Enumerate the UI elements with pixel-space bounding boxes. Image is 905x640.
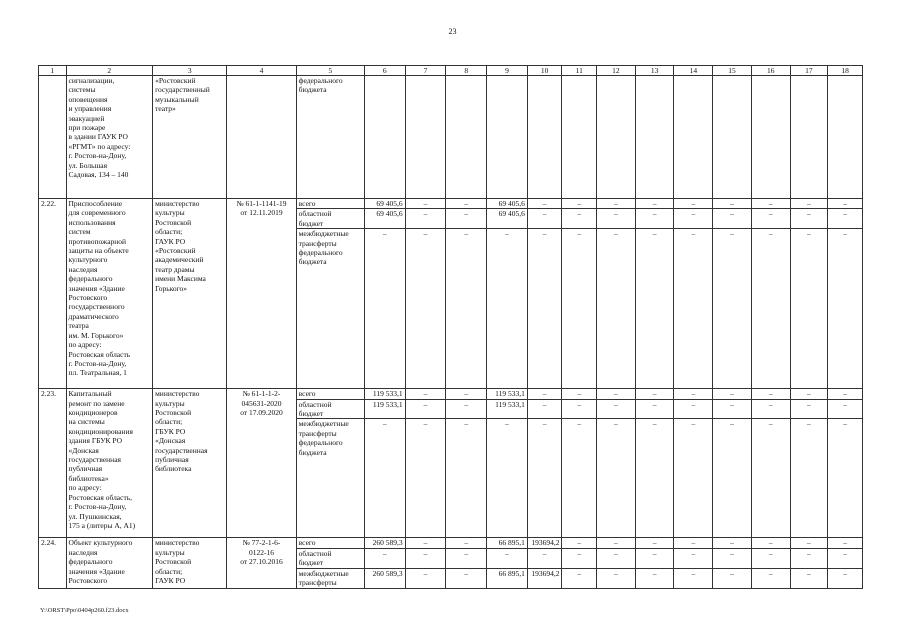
value-cell: –: [597, 568, 636, 588]
value-cell: –: [713, 389, 752, 399]
funding-source: областной бюджет: [296, 399, 364, 419]
value-cell: –: [405, 229, 446, 389]
funding-source: всего: [296, 199, 364, 209]
value-cell: –: [713, 199, 752, 209]
item-number: [39, 76, 67, 199]
value-cell: –: [364, 419, 405, 538]
value-cell: –: [405, 199, 446, 209]
value-cell: 260 589,3: [364, 538, 405, 548]
header-cell: 11: [562, 66, 597, 76]
value-cell: –: [635, 399, 674, 419]
value-cell: [527, 76, 562, 199]
value-cell: –: [751, 548, 790, 568]
value-cell: [751, 76, 790, 199]
item-number: 2.23.: [39, 389, 67, 538]
value-cell: –: [751, 568, 790, 588]
value-cell: –: [828, 568, 863, 588]
value-cell: –: [597, 229, 636, 389]
value-cell: –: [790, 568, 828, 588]
funding-source: межбюджетные трансферты: [296, 568, 364, 588]
value-cell: –: [635, 548, 674, 568]
value-cell: –: [562, 209, 597, 229]
value-cell: –: [562, 229, 597, 389]
value-cell: –: [446, 199, 487, 209]
header-cell: 2: [66, 66, 153, 76]
header-cell: 16: [751, 66, 790, 76]
item-document: № 61-1-1141-19 от 12.11.2019: [227, 199, 296, 389]
value-cell: –: [562, 419, 597, 538]
value-cell: 66 895,1: [487, 568, 528, 588]
value-cell: 69 405,6: [487, 209, 528, 229]
value-cell: 69 405,6: [364, 209, 405, 229]
value-cell: –: [828, 199, 863, 209]
value-cell: –: [674, 538, 713, 548]
header-row: [39, 66, 863, 76]
value-cell: –: [562, 199, 597, 209]
header-cell: 12: [597, 66, 636, 76]
value-cell: –: [713, 419, 752, 538]
value-cell: –: [446, 399, 487, 419]
value-cell: –: [446, 209, 487, 229]
value-cell: –: [364, 548, 405, 568]
page-number: 23: [448, 27, 457, 36]
value-cell: –: [635, 389, 674, 399]
value-cell: –: [635, 199, 674, 209]
header-cell: 9: [487, 66, 528, 76]
item-customer: «Ростовский государственный музыкальный театр»: [153, 76, 227, 199]
item-name: Капитальный ремонт по замене кондиционеров на системы кондиционирования здания ГБУК РО «Донская государственная публичная библиотека» по адресу: Ростовская область, г. Ростов-на-Дону, ул. Пушкинская, 175 а (литеры А, А1): [66, 389, 153, 538]
value-cell: –: [527, 229, 562, 389]
value-cell: –: [446, 419, 487, 538]
value-cell: –: [674, 399, 713, 419]
value-cell: –: [751, 538, 790, 548]
value-cell: –: [597, 199, 636, 209]
header-cell: 7: [405, 66, 446, 76]
value-cell: [790, 76, 828, 199]
value-cell: [405, 76, 446, 199]
program-table: [38, 65, 863, 589]
value-cell: –: [674, 568, 713, 588]
value-cell: –: [405, 399, 446, 419]
value-cell: –: [674, 209, 713, 229]
item-name: Объект культурного наследия федерального значения «Здание Ростовского: [66, 538, 153, 588]
header-cell: 13: [635, 66, 674, 76]
value-cell: –: [790, 199, 828, 209]
value-cell: –: [597, 419, 636, 538]
value-cell: –: [405, 538, 446, 548]
header-cell: 17: [790, 66, 828, 76]
value-cell: –: [635, 538, 674, 548]
value-cell: –: [597, 538, 636, 548]
value-cell: –: [790, 548, 828, 568]
value-cell: –: [828, 419, 863, 538]
table-row: [39, 76, 863, 199]
value-cell: –: [405, 389, 446, 399]
value-cell: 119 533,1: [487, 399, 528, 419]
value-cell: –: [713, 209, 752, 229]
value-cell: 193694,2: [527, 538, 562, 548]
value-cell: 193694,2: [527, 568, 562, 588]
value-cell: [828, 76, 863, 199]
value-cell: –: [674, 389, 713, 399]
item-number: 2.24.: [39, 538, 67, 588]
value-cell: –: [751, 399, 790, 419]
value-cell: –: [828, 399, 863, 419]
value-cell: –: [674, 548, 713, 568]
value-cell: [487, 76, 528, 199]
value-cell: –: [487, 229, 528, 389]
value-cell: –: [674, 199, 713, 209]
value-cell: –: [790, 389, 828, 399]
value-cell: –: [828, 389, 863, 399]
item-document: № 77-2-1-6- 0122-16 от 27.10.2016: [227, 538, 296, 588]
value-cell: –: [597, 548, 636, 568]
value-cell: 119 533,1: [487, 389, 528, 399]
value-cell: –: [597, 209, 636, 229]
value-cell: [562, 76, 597, 199]
value-cell: –: [562, 389, 597, 399]
value-cell: –: [828, 538, 863, 548]
value-cell: –: [562, 538, 597, 548]
value-cell: –: [446, 538, 487, 548]
item-customer: министерство культуры Ростовской области; ГАУК РО «Ростовский академический театр драмы имени Максима Горького»: [153, 199, 227, 389]
funding-source: областной бюджет: [296, 548, 364, 568]
item-document: № 61-1-1-2- 045631-2020 от 17.09.2020: [227, 389, 296, 538]
value-cell: –: [790, 538, 828, 548]
header-cell: 1: [39, 66, 67, 76]
funding-source: областной бюджет: [296, 209, 364, 229]
value-cell: 119 533,1: [364, 399, 405, 419]
value-cell: –: [527, 209, 562, 229]
item-document: [227, 76, 296, 199]
table-row: [39, 199, 863, 209]
value-cell: –: [446, 548, 487, 568]
value-cell: –: [713, 538, 752, 548]
value-cell: –: [405, 209, 446, 229]
value-cell: –: [713, 568, 752, 588]
value-cell: –: [405, 548, 446, 568]
value-cell: –: [527, 399, 562, 419]
value-cell: 69 405,6: [364, 199, 405, 209]
item-number: 2.22.: [39, 199, 67, 389]
value-cell: –: [751, 209, 790, 229]
funding-source: межбюджетные трансферты федерального бюджета: [296, 419, 364, 538]
header-cell: 18: [828, 66, 863, 76]
value-cell: –: [562, 548, 597, 568]
value-cell: –: [527, 548, 562, 568]
value-cell: 69 405,6: [487, 199, 528, 209]
value-cell: –: [487, 419, 528, 538]
value-cell: –: [562, 568, 597, 588]
table-row: [39, 538, 863, 548]
header-cell: 14: [674, 66, 713, 76]
value-cell: –: [527, 419, 562, 538]
item-name: сигнализации, системы оповещения и управления эвакуацией при пожаре в здании ГАУК РО «РГМТ» по адресу: г. Ростов-на-Дону, ул. Большая Садовая, 134 – 140: [66, 76, 153, 199]
value-cell: –: [446, 229, 487, 389]
value-cell: 119 533,1: [364, 389, 405, 399]
value-cell: –: [446, 568, 487, 588]
funding-source: всего: [296, 389, 364, 399]
funding-source: межбюджетные трансферты федерального бюджета: [296, 229, 364, 389]
value-cell: 260 589,3: [364, 568, 405, 588]
value-cell: –: [364, 229, 405, 389]
value-cell: 66 895,1: [487, 538, 528, 548]
file-path-footer: Y:\ORST\Ppo\0404p260.f23.docx: [40, 607, 129, 614]
value-cell: –: [790, 399, 828, 419]
value-cell: –: [751, 389, 790, 399]
value-cell: –: [405, 568, 446, 588]
value-cell: –: [635, 229, 674, 389]
value-cell: –: [446, 389, 487, 399]
value-cell: [364, 76, 405, 199]
header-cell: 3: [153, 66, 227, 76]
value-cell: –: [713, 229, 752, 389]
item-customer: министерство культуры Ростовской области; ГАУК РО: [153, 538, 227, 588]
funding-source: федерального бюджета: [296, 76, 364, 199]
value-cell: [635, 76, 674, 199]
value-cell: –: [635, 419, 674, 538]
header-cell: 5: [296, 66, 364, 76]
value-cell: [597, 76, 636, 199]
value-cell: [713, 76, 752, 199]
value-cell: –: [751, 419, 790, 538]
item-name: Приспособление для современного использования систем противопожарной защиты на объекте культурного наследия федерального значения «Здание Ростовского государственного драматического театра им. М. Горького» по адресу: Ростовская область г. Ростов-на-Дону, пл. Театральная, 1: [66, 199, 153, 389]
value-cell: –: [527, 389, 562, 399]
funding-source: всего: [296, 538, 364, 548]
header-cell: 15: [713, 66, 752, 76]
header-cell: 6: [364, 66, 405, 76]
value-cell: –: [562, 399, 597, 419]
value-cell: –: [487, 548, 528, 568]
value-cell: [674, 76, 713, 199]
value-cell: –: [790, 229, 828, 389]
header-cell: 10: [527, 66, 562, 76]
value-cell: –: [751, 229, 790, 389]
value-cell: –: [635, 568, 674, 588]
value-cell: –: [713, 399, 752, 419]
header-cell: 4: [227, 66, 296, 76]
value-cell: –: [674, 419, 713, 538]
value-cell: [446, 76, 487, 199]
value-cell: –: [828, 548, 863, 568]
header-cell: 8: [446, 66, 487, 76]
value-cell: –: [635, 209, 674, 229]
value-cell: –: [713, 548, 752, 568]
value-cell: –: [405, 419, 446, 538]
value-cell: –: [527, 199, 562, 209]
item-customer: министерство культуры Ростовской области; ГБУК РО «Донская государственная публичная библиотека: [153, 389, 227, 538]
value-cell: –: [597, 389, 636, 399]
value-cell: –: [751, 199, 790, 209]
value-cell: –: [597, 399, 636, 419]
table-row: [39, 389, 863, 399]
value-cell: –: [674, 229, 713, 389]
value-cell: –: [790, 209, 828, 229]
value-cell: –: [828, 229, 863, 389]
value-cell: –: [828, 209, 863, 229]
value-cell: –: [790, 419, 828, 538]
